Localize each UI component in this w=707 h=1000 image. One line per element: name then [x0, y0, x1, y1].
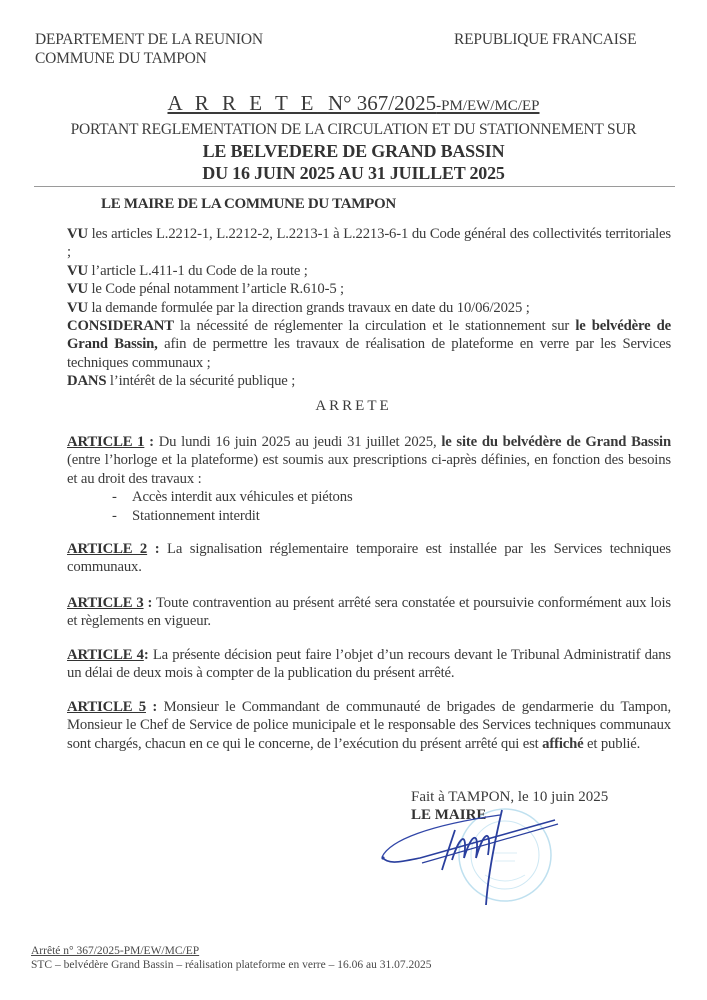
footer-description: STC – belvédère Grand Bassin – réalisation plateforme en verre – 16.06 au 31.07.2025	[31, 959, 432, 971]
article-label: ARTICLE 1	[67, 434, 145, 450]
article-2	[67, 540, 671, 577]
consideration-lead: VU	[67, 262, 88, 279]
commune-name: COMMUNE DU TAMPON	[35, 50, 207, 67]
article-colon: :	[143, 647, 149, 663]
consideration-emphasis: le belvédère de Grand Bassin,	[67, 318, 671, 353]
article-4	[67, 646, 671, 683]
article-colon: :	[143, 595, 153, 611]
article-colon: :	[144, 434, 154, 450]
article-label: ARTICLE 4	[67, 647, 144, 663]
consideration-text: afin de permettre les travaux de réalisation de plateforme en verre par les Services techniques communaux ;	[67, 336, 672, 371]
consideration-text: la demande formulée par la direction grands travaux en date du 10/06/2025 ;	[87, 299, 530, 316]
authority-heading: LE MAIRE DE LA COMMUNE DU TAMPON	[101, 196, 396, 212]
decree-word: A R R E T E	[167, 91, 318, 115]
consideration-item	[67, 262, 671, 280]
decree-period: DU 16 JUIN 2025 AU 31 JUILLET 2025	[202, 163, 505, 183]
article-colon: :	[147, 541, 160, 557]
prescription-item: - Accès interdit aux véhicules et piétons	[112, 488, 671, 506]
consideration-item	[67, 372, 671, 390]
article-colon: :	[146, 699, 158, 715]
signatory-title: LE MAIRE	[411, 807, 487, 823]
prescription-item: - Stationnement interdit	[112, 507, 671, 525]
decree-location: LE BELVEDERE DE GRAND BASSIN	[202, 141, 505, 161]
consideration-item	[67, 299, 671, 317]
article-text: La présente décision peut faire l’objet d’un recours devant le Tribunal Administratif dans un délai de deux mois à compter de la publication du présent arrêté.	[67, 647, 671, 682]
article-3	[67, 594, 671, 631]
issuer-header	[35, 30, 263, 68]
mayor-signature-icon	[380, 800, 600, 930]
article-label: ARTICLE 5	[67, 699, 146, 715]
article-label: ARTICLE 3	[67, 595, 144, 611]
article-5	[67, 698, 671, 753]
consideration-item	[67, 225, 671, 262]
consideration-text: l’article L.411-1 du Code de la route ;	[87, 262, 308, 279]
article-emphasis: le site du belvédère de Grand Bassin	[441, 434, 672, 450]
consideration-lead: DANS	[67, 373, 107, 390]
department-name: DEPARTEMENT DE LA REUNION	[35, 31, 263, 48]
document-footer	[31, 944, 431, 972]
consideration-item	[67, 317, 671, 372]
consideration-item	[67, 280, 671, 298]
consideration-text: la nécessité de réglementer la circulation et le stationnement sur	[173, 318, 576, 335]
consideration-lead: CONSIDERANT	[67, 318, 174, 335]
article-text: Du lundi 16 juin 2025 au jeudi 31 juillet 2025,	[153, 434, 442, 450]
consideration-lead: VU	[67, 299, 88, 316]
decree-suffix: -PM/EW/MC/EP	[436, 98, 540, 114]
consideration-text: les articles L.2212-1, L.2212-2, L.2213-1 à L.2213-6-1 du Code général des collectivités territoriales ;	[67, 226, 671, 261]
article-text: Toute contravention au présent arrêté sera constatée et poursuivie conformément aux lois et règlements en vigueur.	[67, 595, 671, 630]
decree-subject: PORTANT REGLEMENTATION DE LA CIRCULATION ET DU STATIONNEMENT SUR	[70, 121, 637, 138]
decree-number: N° 367/2025	[327, 91, 437, 115]
article-text: et publié.	[583, 735, 641, 752]
title-separator	[34, 186, 675, 187]
article-text: (entre l’horloge et la plateforme) est soumis aux prescriptions ci-après définies, en fonction des besoins et au droit des travaux :	[67, 452, 671, 487]
footer-reference: Arrêté n° 367/2025-PM/EW/MC/EP	[31, 945, 200, 957]
article-label: ARTICLE 2	[67, 541, 148, 557]
article-text: La signalisation réglementaire temporaire est installée par les Services techniques communaux.	[67, 541, 671, 576]
article-1	[67, 433, 671, 525]
considerations	[67, 225, 671, 391]
prescription-list	[67, 488, 671, 525]
decree-title	[0, 90, 707, 119]
decree-heading: ARRETE	[315, 398, 392, 414]
article-text: Monsieur le Commandant de communauté de brigades de gendarmerie du Tampon, Monsieur le Chef de Service de police municipale et le responsable des Services techniques communaux sont chargés, chacun en ce qui le concerne, de l’exécution du présent arrêté qui est	[67, 699, 672, 752]
consideration-lead: VU	[67, 281, 88, 298]
consideration-text: le Code pénal notamment l’article R.610-5 ;	[87, 281, 344, 298]
consideration-lead: VU	[67, 226, 88, 242]
title-block	[0, 90, 707, 184]
place-and-date: Fait à TAMPON, le 10 juin 2025	[411, 789, 609, 805]
article-emphasis: affiché	[542, 735, 584, 752]
consideration-text: l’intérêt de la sécurité publique ;	[106, 373, 296, 390]
republic-header: REPUBLIQUE FRANCAISE	[454, 31, 637, 48]
